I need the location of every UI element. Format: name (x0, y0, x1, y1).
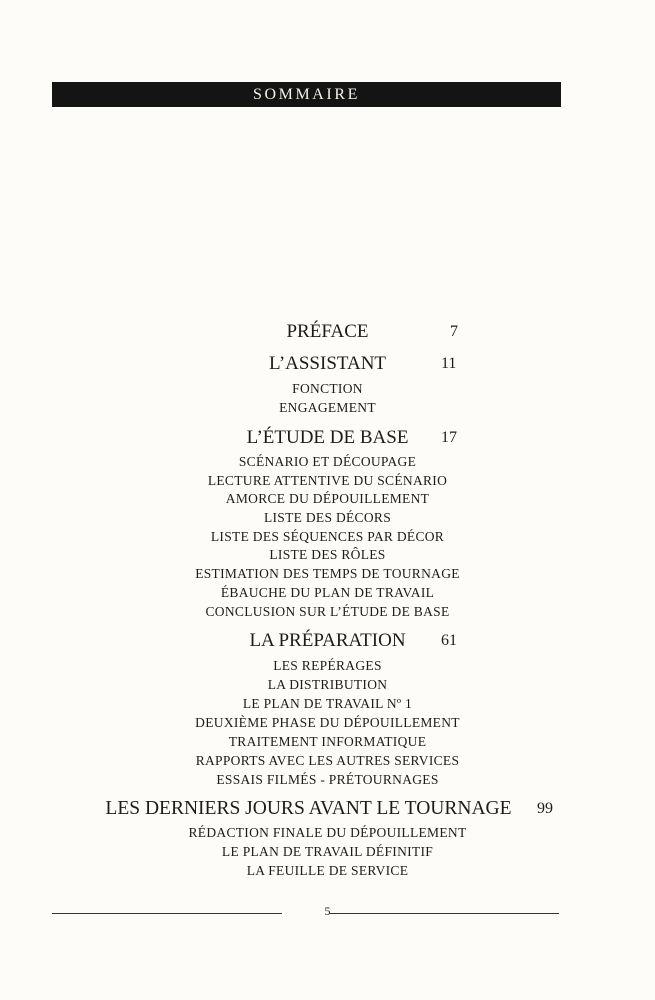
toc-item: RÉDACTION FINALE DU DÉPOUILLEMENT (188, 825, 467, 840)
page-number: 5 (324, 904, 331, 918)
toc-section-page: 61 (441, 632, 457, 649)
toc-item: LECTURE ATTENTIVE DU SCÉNARIO (207, 473, 448, 488)
toc-item: ENGAGEMENT (279, 400, 376, 415)
toc-item: ESSAIS FILMÉS - PRÉTOURNAGES (216, 772, 439, 787)
footer-rule-right (330, 913, 559, 914)
toc-item: LE PLAN DE TRAVAIL Nº 1 (242, 696, 413, 711)
toc-item: LE PLAN DE TRAVAIL DÉFINITIF (221, 844, 434, 859)
toc-item: LA DISTRIBUTION (267, 677, 388, 692)
toc-section-title: LA PRÉPARATION (249, 630, 406, 651)
toc-section-page: 7 (450, 323, 458, 340)
toc-item: LISTE DES RÔLES (269, 547, 386, 562)
toc-item: AMORCE DU DÉPOUILLEMENT (225, 491, 430, 506)
toc-item: DEUXIÈME PHASE DU DÉPOUILLEMENT (195, 715, 460, 730)
toc-section-title: LES DERNIERS JOURS AVANT LE TOURNAGE (105, 798, 512, 819)
page-title: SOMMAIRE (252, 85, 361, 103)
toc-section-title: PRÉFACE (286, 321, 369, 342)
toc-section-title: L’ÉTUDE DE BASE (246, 427, 409, 448)
toc-section-page: 99 (537, 800, 553, 817)
toc-section-page: 11 (441, 355, 457, 372)
toc-item: FONCTION (292, 381, 363, 396)
toc-item: LISTE DES SÉQUENCES PAR DÉCOR (210, 529, 445, 544)
toc-item: ÉBAUCHE DU PLAN DE TRAVAIL (220, 585, 435, 600)
toc-section-title: L’ASSISTANT (268, 353, 387, 374)
toc-item: ESTIMATION DES TEMPS DE TOURNAGE (195, 566, 460, 581)
toc-item: LES REPÉRAGES (273, 658, 382, 673)
toc-item: LA FEUILLE DE SERVICE (246, 863, 409, 878)
toc-section-page: 17 (441, 429, 457, 446)
toc-item: TRAITEMENT INFORMATIQUE (228, 734, 427, 749)
toc-item: CONCLUSION SUR L’ÉTUDE DE BASE (205, 604, 450, 619)
toc-item: LISTE DES DÉCORS (263, 510, 392, 525)
toc-item: RAPPORTS AVEC LES AUTRES SERVICES (195, 753, 460, 768)
toc-item: SCÉNARIO ET DÉCOUPAGE (238, 454, 417, 469)
